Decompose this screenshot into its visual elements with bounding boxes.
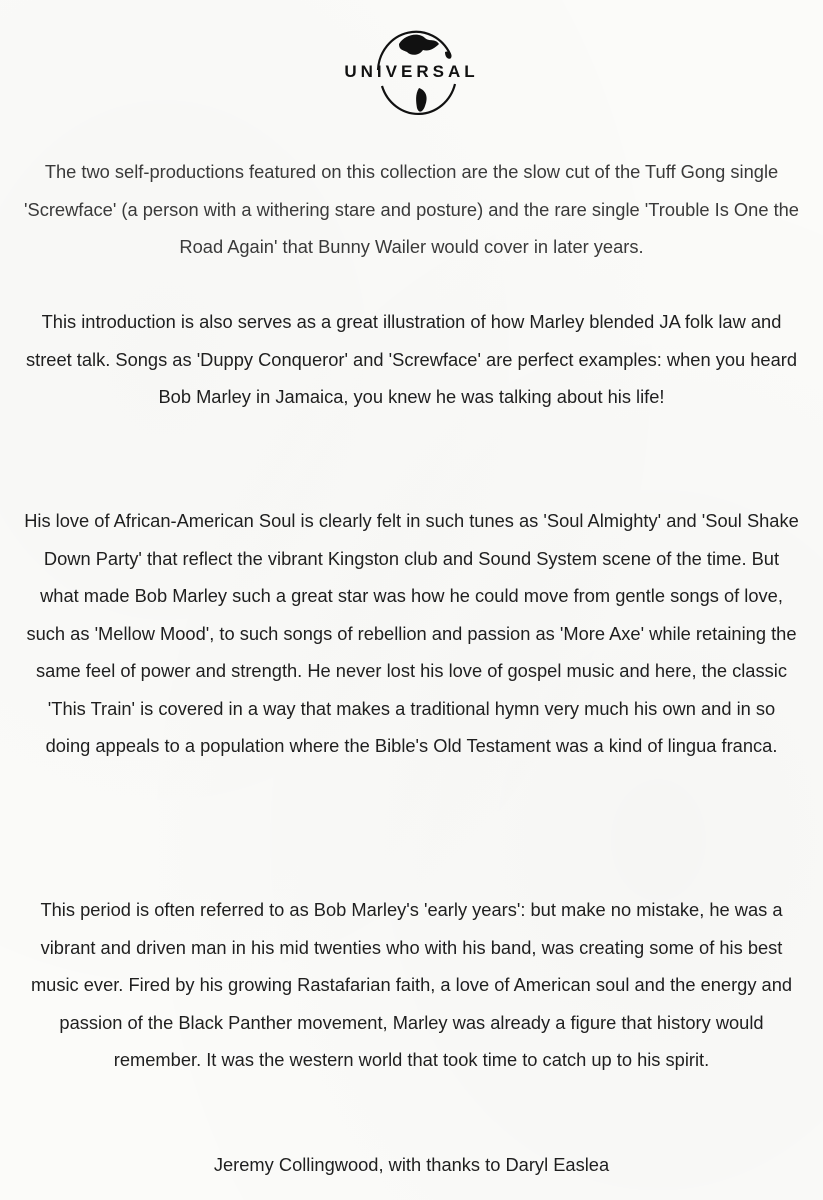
universal-wordmark: UNIVERSAL: [344, 62, 479, 81]
paragraph-self-productions: [24, 153, 799, 266]
paragraph-text: This period is often referred to as Bob Marley's 'early years': but make no mistake, he was a vibrant and driven man in his mid twenties who with his band, was creating some of his best music ever. Fired by his growing Rastafarian faith, a love of American soul and the energy and passion of the Black Panther movement, Marley was already a figure that history would remember. It was the western world that took time to catch up to his spirit.: [30, 899, 793, 1070]
paragraph-text: This introduction is also serves as a great illustration of how Marley blended JA folk law and street talk. Songs as 'Duppy Conqueror' and 'Screwface' are perfect examples: when you heard Bob Marley in Jamaica, you knew he was talking about his life!: [25, 311, 798, 407]
signature-text: Jeremy Collingwood, with thanks to Daryl Easlea: [213, 1154, 610, 1175]
paragraph-early-years: [24, 891, 799, 1079]
universal-logo: [0, 22, 823, 132]
author-signature: [24, 1146, 799, 1184]
paragraph-soul: [24, 502, 799, 765]
paragraph-illustration: [24, 303, 799, 416]
paragraph-text: The two self-productions featured on this collection are the slow cut of the Tuff Gong single 'Screwface' (a person with a withering stare and posture) and the rare single 'Trouble Is One the Road Again' that Bunny Wailer would cover in later years.: [24, 161, 799, 257]
paragraph-text: His love of African-American Soul is clearly felt in such tunes as 'Soul Almighty' and 'Soul Shake Down Party' that reflect the vibrant Kingston club and Sound System scene of the time. But what made Bob Marley such a great star was how he could move from gentle songs of love, such as 'Mellow Mood', to such songs of rebellion and passion as 'More Axe' while retaining the same feel of power and strength. He never lost his love of gospel music and here, the classic 'This Train' is covered in a way that makes a traditional hymn very much his own and in so doing appeals to a population where the Bible's Old Testament was a kind of lingua franca.: [24, 510, 799, 756]
universal-logo-mark: [327, 22, 497, 132]
